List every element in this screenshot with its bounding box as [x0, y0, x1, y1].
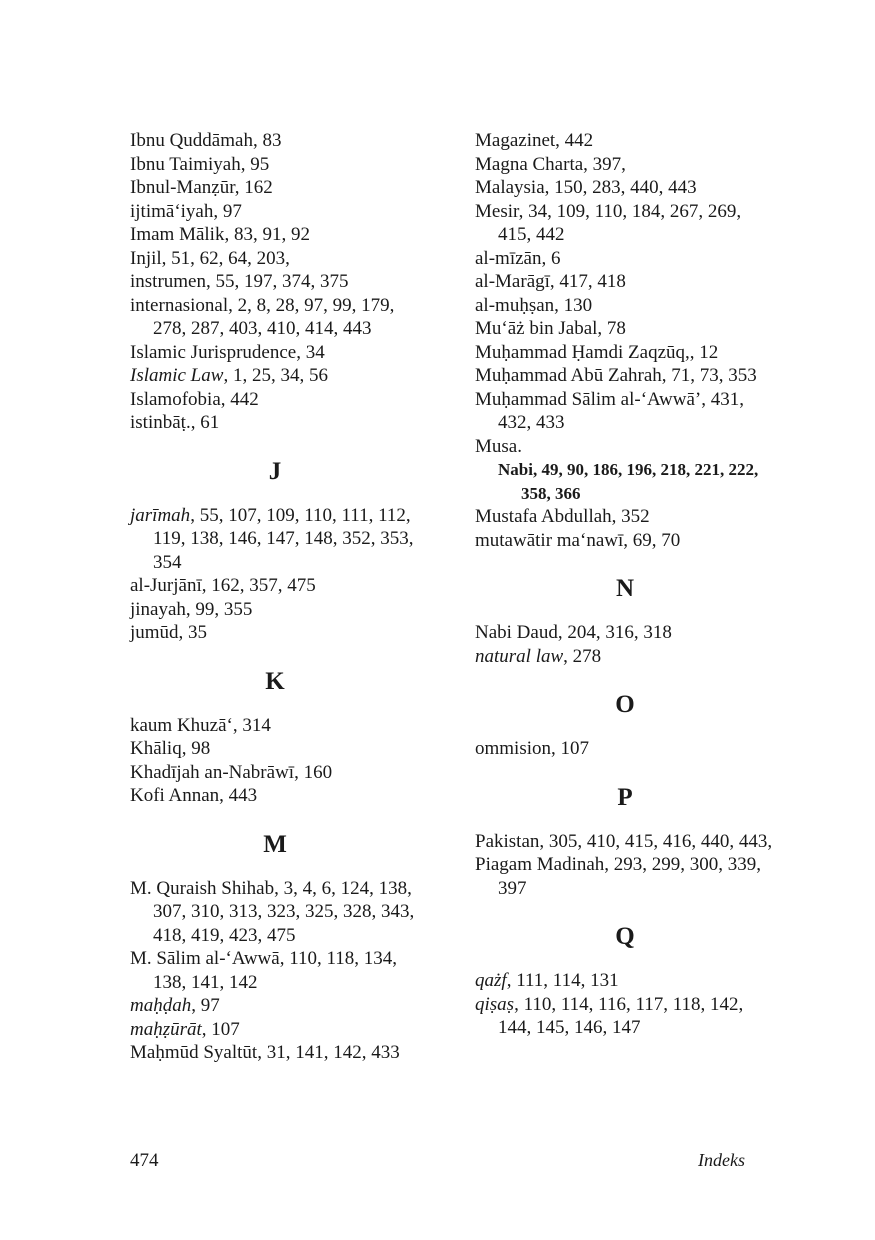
index-entry: Imam Mālik, 83, 91, 92 — [130, 224, 310, 245]
index-page-refs: , 1, 25, 34, 56 — [223, 365, 328, 386]
index-entry: M. Sālim al-‘Awwā, 110, 118, 134, 138, 141, 142 — [130, 948, 398, 993]
index-entry: Muḥammad Abū Zahrah, 71, 73, 353 — [475, 365, 757, 386]
index-column-right — [475, 129, 775, 1040]
index-entry: Magazinet, 442 — [475, 130, 594, 151]
index-group-q — [475, 969, 775, 1040]
index-letter-heading-n: N — [615, 575, 635, 602]
index-letter-heading-q: Q — [615, 923, 635, 950]
index-page-refs: , 107 — [201, 1018, 240, 1040]
index-entry — [475, 993, 775, 1040]
index-term-italic: qiṣaṣ — [475, 993, 515, 1015]
index-entry — [130, 364, 420, 388]
index-letter-heading-p: P — [617, 783, 633, 811]
index-group-j — [130, 504, 420, 645]
index-group-i — [130, 129, 420, 435]
index-entry: Magna Charta, 397, — [475, 153, 626, 175]
index-letter-heading-m: M — [263, 830, 287, 858]
index-page-refs: , 278 — [563, 645, 602, 667]
index-letter-heading-j: J — [268, 457, 282, 485]
index-entry: Mu‘āż bin Jabal, 78 — [475, 318, 626, 339]
index-entry: kaum Khuzā‘, 314 — [130, 714, 271, 736]
index-group-k — [130, 714, 420, 808]
index-entry: al-Marāgī, 417, 418 — [475, 271, 626, 292]
index-entry: al-Jurjānī, 162, 357, 475 — [130, 575, 316, 596]
index-page-refs: , 97 — [191, 995, 220, 1016]
index-page-refs: , 111, 114, 131 — [506, 970, 619, 991]
page-number: 474 — [130, 1150, 159, 1171]
index-entry: Pakistan, 305, 410, 415, 416, 440, 443, — [475, 830, 773, 852]
index-entry: Nabi, 49, 90, 186, 196, 218, 221, 222, 358, 366 — [498, 460, 759, 503]
index-entry — [130, 504, 420, 575]
index-group-n — [475, 621, 775, 668]
index-term-italic: natural law — [475, 645, 564, 667]
index-entry: internasional, 2, 8, 28, 97, 99, 179, 278, 287, 403, 410, 414, 443 — [130, 294, 395, 339]
index-entry: jinayah, 99, 355 — [130, 598, 253, 620]
index-entry: ijtimā‘iyah, 97 — [130, 200, 242, 222]
index-entry — [130, 994, 420, 1018]
index-entry: Khāliq, 98 — [130, 738, 211, 759]
index-group-m-continued — [475, 129, 775, 552]
index-entry — [130, 1018, 420, 1042]
index-entry: al-muḥṣan, 130 — [475, 294, 593, 316]
index-entry: al-mīzān, 6 — [475, 247, 561, 269]
index-entry: ommision, 107 — [475, 738, 590, 759]
index-entry — [475, 645, 775, 669]
index-entry — [475, 969, 775, 993]
index-entry: Piagam Madinah, 293, 299, 300, 339, 397 — [475, 854, 762, 899]
index-term-italic: Islamic Law — [130, 365, 224, 386]
index-term-italic: jarīmah — [130, 504, 191, 526]
index-page-refs: , 55, 107, 109, 110, 111, 112, 119, 138, 146, 147, 148, 352, 353, 354 — [153, 504, 414, 573]
index-entry: istinbāṭ., 61 — [130, 412, 220, 433]
index-entry: Nabi Daud, 204, 316, 318 — [475, 622, 672, 643]
index-page-refs: , 110, 114, 116, 117, 118, 142, 144, 145, 146, 147 — [498, 993, 744, 1038]
index-entry: Musa. — [475, 435, 522, 457]
index-entry: Injil, 51, 62, 64, 203, — [130, 247, 290, 269]
index-entry: Ibnu Quddāmah, 83 — [130, 130, 282, 151]
index-entry: Islamofobia, 442 — [130, 388, 259, 410]
index-entry: Kofi Annan, 443 — [130, 785, 258, 806]
index-column-left — [130, 129, 420, 1065]
index-letter-heading-k: K — [265, 667, 285, 695]
running-head: Indeks — [698, 1150, 745, 1170]
index-entry: Khadījah an-Nabrāwī, 160 — [130, 761, 333, 783]
index-term-italic: maḥẓūrāt — [130, 1018, 202, 1040]
index-entry: Maḥmūd Syaltūt, 31, 141, 142, 433 — [130, 1042, 400, 1063]
index-entry: Ibnu Taimiyah, 95 — [130, 153, 270, 175]
index-group-p — [475, 830, 775, 901]
index-group-o — [475, 737, 775, 761]
index-term-italic: maḥḍah — [130, 995, 192, 1016]
index-entry: Malaysia, 150, 283, 440, 443 — [475, 177, 697, 198]
index-entry: jumūd, 35 — [130, 622, 208, 643]
index-term-italic: qażf — [475, 970, 507, 991]
index-letter-heading-o: O — [615, 691, 635, 718]
index-entry: mutawātir ma‘nawī, 69, 70 — [475, 529, 681, 551]
index-entry: instrumen, 55, 197, 374, 375 — [130, 271, 349, 292]
index-entry: M. Quraish Shihab, 3, 4, 6, 124, 138, 307, 310, 313, 323, 325, 328, 343, 418, 419, 423, 475 — [130, 877, 415, 946]
index-entry: Muḥammad Ḥamdi Zaqzūq,, 12 — [475, 341, 719, 363]
index-entry: Islamic Jurisprudence, 34 — [130, 341, 325, 363]
index-entry: Mesir, 34, 109, 110, 184, 267, 269, 415, 442 — [475, 200, 742, 245]
index-group-m — [130, 877, 420, 1065]
index-entry: Muḥammad Sālim al-‘Awwā’, 431, 432, 433 — [475, 388, 744, 433]
index-entry: Mustafa Abdullah, 352 — [475, 506, 650, 527]
index-entry: Ibnul-Manẓūr, 162 — [130, 177, 273, 198]
